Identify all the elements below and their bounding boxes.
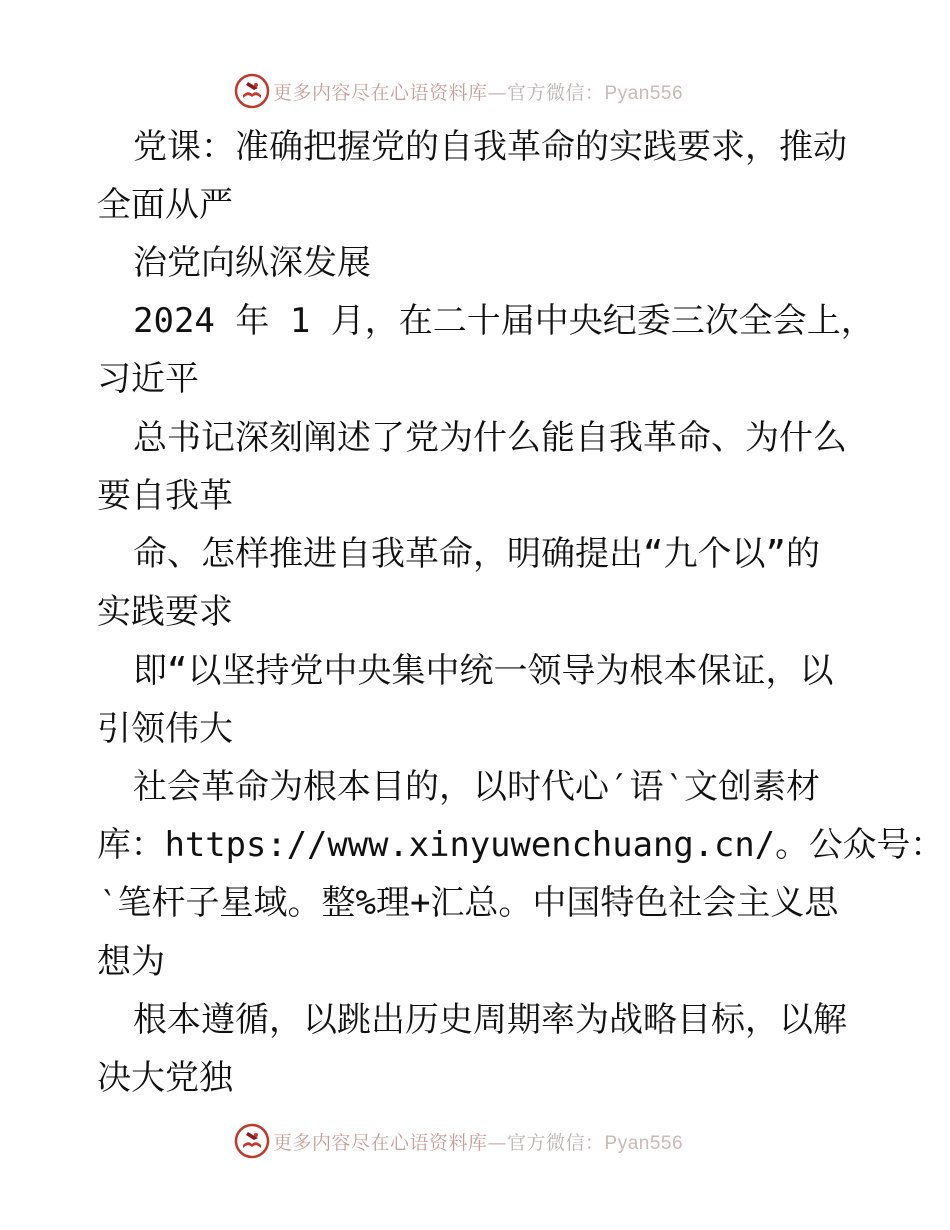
watermark-dash: — <box>487 81 508 104</box>
text-line: 党课：准确把握党的自我革命的实践要求，推动 <box>133 127 847 167</box>
text-line: 2024 年 1 月，在二十届中央纪委三次全会上， <box>133 301 875 341</box>
watermark-dash: — <box>487 1131 508 1154</box>
watermark-wechat-id: Pyan556 <box>604 82 684 104</box>
text-line: 命、怎样推进自我革命，明确提出“九个以”的 <box>133 534 820 574</box>
text-line: 要自我革 <box>97 476 233 516</box>
text-line: ‵笔杆子星域。整%理+汇总。中国特色社会主义思 <box>97 883 839 923</box>
open-book-logo-icon <box>234 73 270 109</box>
watermark-site-text: 更多内容尽在心语资料库 <box>273 1131 488 1154</box>
header-watermark <box>234 71 714 111</box>
watermark-official-text: 官方微信： <box>507 81 605 104</box>
watermark-text <box>273 78 683 105</box>
text-line: 想为 <box>97 942 165 982</box>
text-line: 习近平 <box>97 359 199 399</box>
watermark-wechat-id: Pyan556 <box>604 1132 684 1154</box>
open-book-logo-icon <box>234 1123 270 1159</box>
text-line: 实践要求 <box>97 592 233 632</box>
text-line: 全面从严 <box>97 185 233 225</box>
text-line: 库：https://www.xinyuwenchuang.cn/。公众号： <box>97 825 945 865</box>
watermark-site-text: 更多内容尽在心语资料库 <box>273 81 488 104</box>
text-line: 决大党独 <box>97 1058 233 1098</box>
watermark-text <box>273 1128 683 1155</box>
text-line: 治党向纵深发展 <box>133 243 371 283</box>
watermark-official-text: 官方微信： <box>507 1131 605 1154</box>
text-line: 社会革命为根本目的，以时代心′语‵文创素材 <box>133 767 820 807</box>
text-line: 即“以坚持党中央集中统一领导为根本保证，以 <box>133 651 834 691</box>
text-line: 根本遵循，以跳出历史周期率为战略目标，以解 <box>133 1000 847 1040</box>
text-line: 总书记深刻阐述了党为什么能自我革命、为什么 <box>133 418 847 458</box>
text-line: 引领伟大 <box>97 709 233 749</box>
footer-watermark <box>234 1121 714 1161</box>
